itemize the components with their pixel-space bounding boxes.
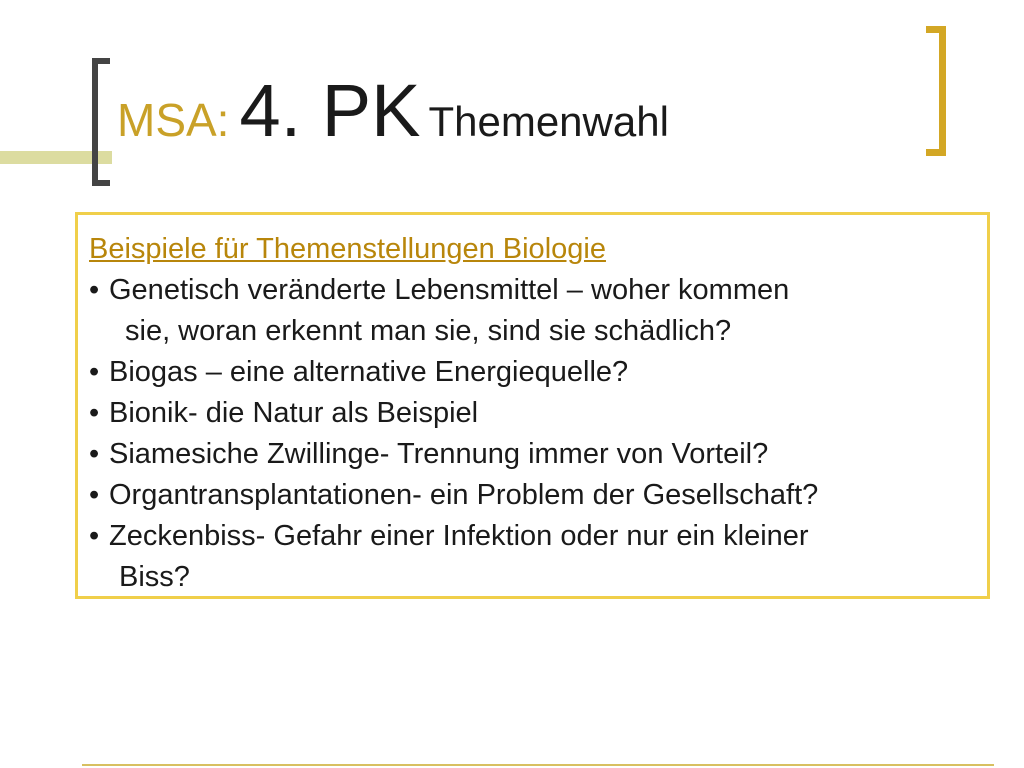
list-item — [89, 516, 987, 598]
bullet-icon: • — [89, 356, 100, 388]
slide-title — [117, 69, 669, 152]
title-main: 4. PK — [239, 69, 421, 152]
list-item — [89, 475, 987, 516]
list-item — [89, 270, 987, 352]
topic-list — [89, 270, 987, 598]
content-box — [75, 212, 990, 599]
title-sub: Themenwahl — [428, 98, 669, 145]
list-item-continuation: sie, woran erkennt man sie, sind sie schädlich? — [125, 315, 732, 347]
list-item-text: Organtransplantationen- ein Problem der Gesellschaft? — [109, 479, 819, 511]
right-bracket-decoration — [926, 26, 946, 156]
list-item-text: Siamesiche Zwillinge- Trennung immer von Vorteil? — [109, 438, 769, 470]
topics-heading-link[interactable]: Beispiele für Themenstellungen Biologie — [89, 233, 606, 265]
list-item-text: Bionik- die Natur als Beispiel — [109, 397, 479, 429]
list-item — [89, 393, 987, 434]
list-item-text: Zeckenbiss- Gefahr einer Infektion oder nur ein kleiner — [109, 520, 809, 552]
list-item-text: Genetisch veränderte Lebensmittel – woher kommen — [109, 274, 790, 306]
bullet-icon: • — [89, 397, 100, 429]
bottom-divider — [82, 764, 994, 766]
list-item — [89, 434, 987, 475]
list-item-continuation: Biss? — [119, 561, 190, 593]
bullet-icon: • — [89, 274, 100, 306]
left-bracket-decoration — [92, 58, 110, 186]
title-prefix: MSA: — [117, 94, 230, 146]
bullet-icon: • — [89, 438, 100, 470]
bullet-icon: • — [89, 479, 100, 511]
bullet-icon: • — [89, 520, 100, 552]
list-item — [89, 352, 987, 393]
list-item-text: Biogas – eine alternative Energiequelle? — [109, 356, 629, 388]
